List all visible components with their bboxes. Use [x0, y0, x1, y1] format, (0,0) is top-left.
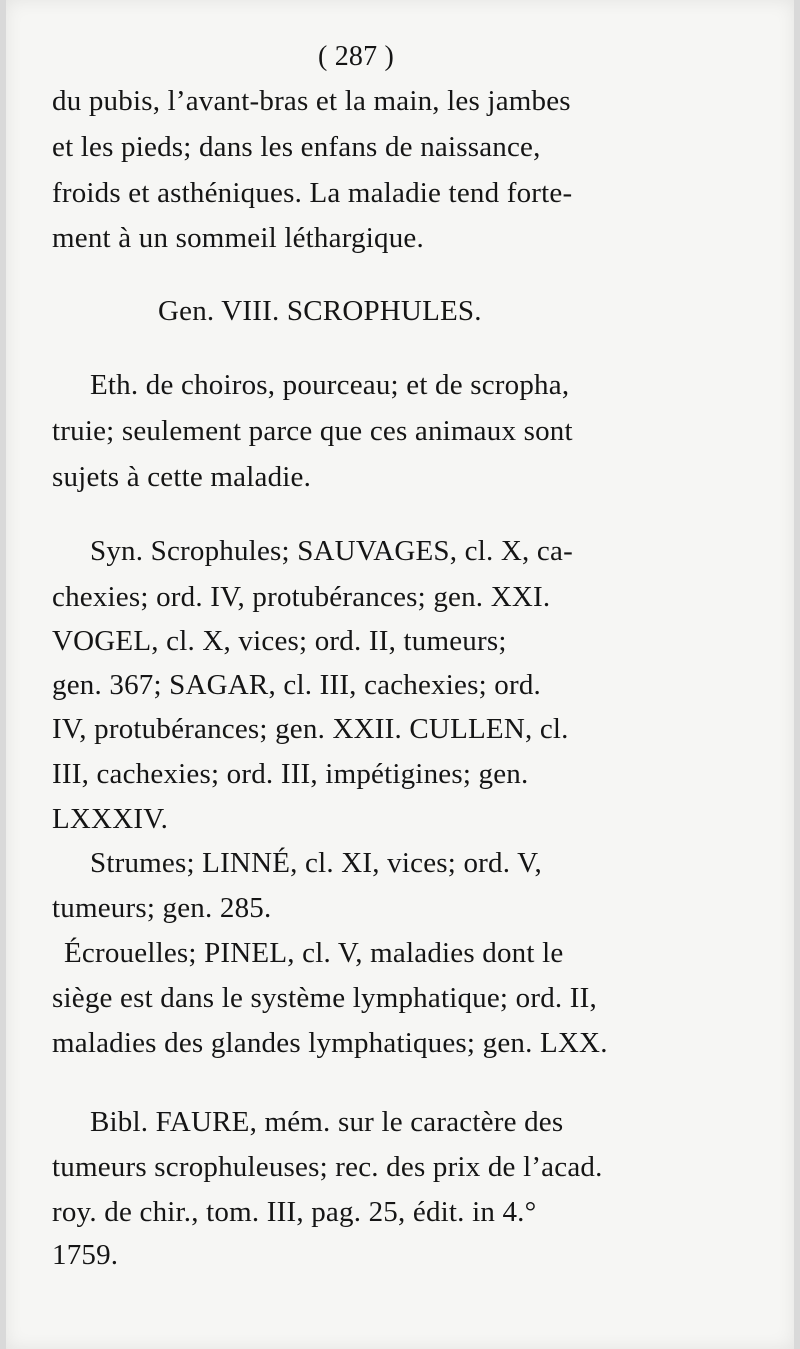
text-line-7: truie; seulement parce que ces animaux sont: [52, 415, 573, 447]
text-line-21: Bibl. FAURE, mém. sur le caractère des: [90, 1106, 564, 1138]
text-line-4: ment à un sommeil léthargique.: [52, 222, 424, 254]
book-page: [6, 0, 794, 1349]
text-line-22: tumeurs scrophuleuses; rec. des prix de l’acad.: [52, 1151, 603, 1183]
text-line-12: gen. 367; SAGAR, cl. III, cachexies; ord.: [52, 669, 541, 701]
text-line-3: froids et asthéniques. La maladie tend forte-: [52, 177, 573, 209]
text-line-10: chexies; ord. IV, protubérances; gen. XXI.: [52, 581, 551, 613]
page-text: [6, 0, 794, 1349]
text-line-17: tumeurs; gen. 285.: [52, 892, 272, 924]
text-line-1: du pubis, l’avant-bras et la main, les jambes: [52, 85, 571, 117]
text-line-2: et les pieds; dans les enfans de naissance,: [52, 131, 541, 163]
text-line-15: LXXXIV.: [52, 803, 169, 835]
text-line-16: Strumes; LINNÉ, cl. XI, vices; ord. V,: [90, 847, 542, 879]
text-line-18: Écrouelles; PINEL, cl. V, maladies dont le: [64, 937, 564, 969]
text-line-13: IV, protubérances; gen. XXII. CULLEN, cl.: [52, 713, 569, 745]
text-line-19: siège est dans le système lymphatique; ord. II,: [52, 982, 597, 1014]
text-line-24: 1759.: [52, 1239, 119, 1271]
text-line-23: roy. de chir., tom. III, pag. 25, édit. in 4.°: [52, 1196, 537, 1228]
text-line-14: III, cachexies; ord. III, impétigines; gen.: [52, 758, 529, 790]
page-number: ( 287 ): [318, 41, 395, 72]
text-line-8: sujets à cette maladie.: [52, 461, 312, 493]
text-line-9: Syn. Scrophules; SAUVAGES, cl. X, ca-: [90, 535, 573, 567]
section-heading: Gen. VIII. SCROPHULES.: [158, 295, 482, 327]
text-line-20: maladies des glandes lymphatiques; gen. LXX.: [52, 1027, 608, 1059]
text-line-6: Eth. de choiros, pourceau; et de scropha,: [90, 369, 570, 401]
text-line-11: VOGEL, cl. X, vices; ord. II, tumeurs;: [52, 625, 507, 657]
